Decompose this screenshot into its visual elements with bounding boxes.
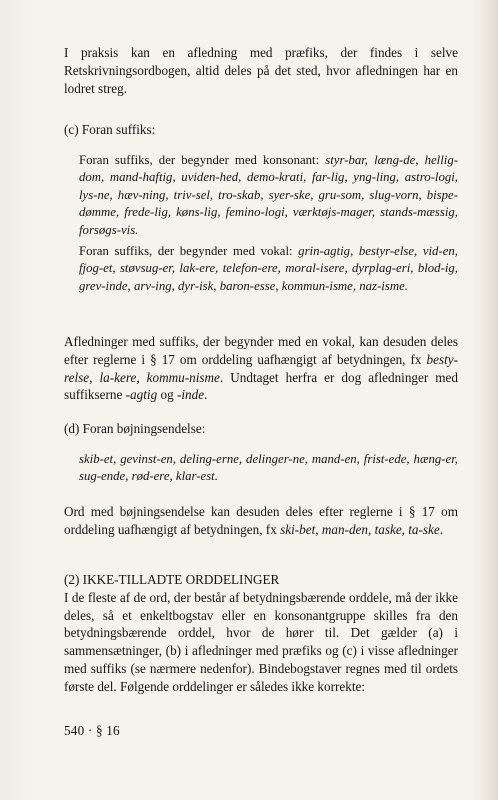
section-2-text: I de fleste af de ord, der består af betydningsbærende orddele, må der ikke deles, så et enkeltbogstav eller en konsonantgruppe skilles fra den betydningsbærende orddel, hvor de hører til. Det gælder (a) i sammensætninger, (b) i afledninger med præfiks og (c) i visse afledninger med suffiks (se nærmere nedenfor). Bindebogstaver regnes med til ordets første del. Følgende orddelinger er således ikke korrekte: xyxy=(64,589,458,694)
heading-text: (c) Foran suffiks: xyxy=(64,122,156,137)
inflection-examples-block xyxy=(79,451,458,486)
vowel-suffix-examples: grin-agtig, bestyr-else, vid-en, fjog-et, støvsug-er, lak-ere, telefon-ere, moral-isere, dyrplag-eri, blod-ig, grev-inde, arv-ing, dyr-isk, baron-esse, kommun-isme, naz-isme. xyxy=(79,244,458,293)
heading-text: (d) Foran bøjningsendelse: xyxy=(64,421,206,436)
consonant-suffix-block xyxy=(79,152,458,239)
paragraph-intro xyxy=(64,44,458,97)
vowel-suffix-text xyxy=(79,243,458,295)
page-footer xyxy=(64,723,120,739)
page-edge-shadow xyxy=(480,0,498,800)
vowel-suffix-block xyxy=(79,243,458,295)
consonant-suffix-text xyxy=(79,152,458,239)
section-2-block xyxy=(64,571,458,696)
section-2-heading: (2) IKKE-TILLADTE ORDDELINGER xyxy=(64,572,280,587)
vowel-suffix-label: Foran suffiks, der begynder med vokal: xyxy=(79,244,293,258)
section-c-heading xyxy=(64,121,458,139)
section-d-heading xyxy=(64,420,458,438)
paragraph-suffix-rule xyxy=(64,333,458,404)
consonant-suffix-label: Foran suffiks, der begynder med konsonant: xyxy=(79,153,320,167)
consonant-suffix-examples: styr-bar, læng-de, hellig-dom, mand-haftig, uviden-hed, demo-krati, far-lig, yng-ling, astro-logi, lys-ne, hæv-ning, triv-sel, tro-skab, syer-ske, gru-som, slug-vorn, bispe-dømme, frede-lig, køns-lig, femino-logi, værktøjs-mager, stands-mæssig, forsøgs-vis. xyxy=(79,153,458,237)
paragraph-text: I praksis kan en afledning med præfiks, der findes i selve Retskrivningsordbogen, altid deles på det sted, hvor afledningen har en lodret streg. xyxy=(64,45,458,96)
page-number: 540 · § 16 xyxy=(64,723,120,738)
paragraph-inflection-rule xyxy=(64,503,458,539)
paragraph-text: Ord med bøjningsendelse kan desuden deles efter reglerne i § 17 om orddeling uafhængigt af betydningen, fx ski-bet, man-den, taske, ta-ske. xyxy=(64,504,458,537)
paragraph-text: Afledninger med suffiks, der begynder med en vokal, kan desuden deles efter reglerne i § 17 om orddeling uafhængigt af betydningen, fx besty-relse, la-kere, kommu-nisme. Undtaget herfra er dog afledninger med suffikserne -agtig og -inde. xyxy=(64,334,458,403)
inflection-examples-text: skib-et, gevinst-en, deling-erne, delinger-ne, mand-en, frist-ede, hæng-er, sug-ende, rød-ere, klar-est. xyxy=(79,452,458,484)
